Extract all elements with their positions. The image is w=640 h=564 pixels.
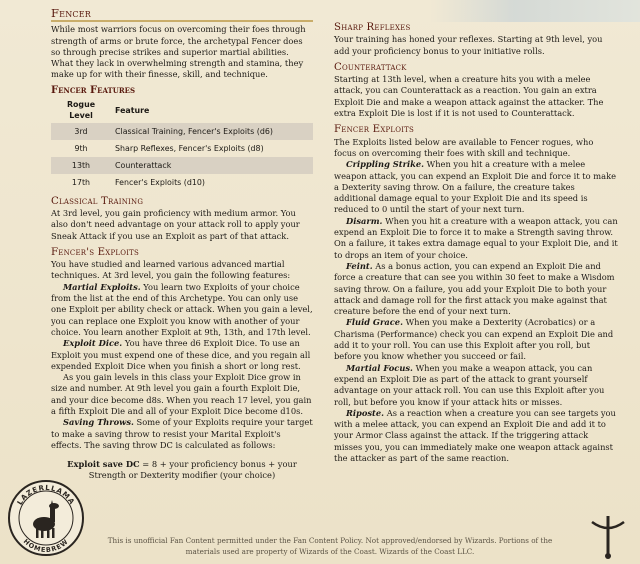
fencers-exploits-heading: Fencer's Exploits [51,246,140,258]
exploit-entry [334,408,618,464]
table-cell-level: 13th [51,157,111,174]
table-cell-feature: Classical Training, Fencer's Exploits (d6) [111,123,313,140]
table-header-level: Rogue Level [66,100,96,121]
feature-name: Exploit Dice. [63,338,123,349]
fencers-exploits-intro: You have studied and learned various advanced martial techniques. At 3rd level, you gain the following features: [51,259,291,281]
exploit-text: When you hit a creature with a melee weapon attack, you can expend an Exploit Die and force it to make a Dexterity saving throw. On a failure, the creature takes additional damage equal to your Exploit Die and its speed is reduced to 0 until the start of your next turn. [334,159,617,215]
exploit-name: Crippling Strike. [346,159,425,170]
table-cell-feature: Counterattack [111,157,313,174]
dice-levels-paragraph: As you gain levels in this class your Exploit Dice grow in size and number. At 9th level you gain a fourth Exploit Die, and your dice become d8s. When you reach 17 level, you gain a fifth Exploit Die and all of your Exploit Dice become d10s. [51,372,312,417]
section-title: Fencer [51,8,313,22]
footer-disclaimer [80,535,580,557]
footer-line-1: This is unofficial Fan Content permitted under the Fan Content Policy. Not approved/endorsed by Wizards. Portions of the [107,536,553,545]
exploit-entry [334,159,618,215]
exploit-text: When you make a Dexterity (Acrobatics) or a Charisma (Performance) check you can expend an Exploit Die and add it to your roll. You can use this Exploit after you roll, but before you know whether you succeed or fail. [334,317,614,362]
exploit-name: Fluid Grace. [346,317,403,328]
table-row [51,140,313,157]
martial-exploits-paragraph [51,282,313,338]
fencer-exploits-list-heading: Fencer Exploits [334,124,415,136]
logo-text-bottom: HOMEBREW [21,537,71,555]
lazerllama-homebrew-logo [6,478,86,558]
feature-name: Martial Exploits. [63,281,141,292]
sharp-reflexes-text: Your training has honed your reflexes. Starting at 9th level, you add your proficiency bonus to your initiative rolls. [334,34,603,56]
exploit-name: Disarm. [346,215,383,226]
table-cell-level: 9th [74,143,88,153]
formula-label: Exploit save DC [67,459,140,470]
table-cell-feature: Sharp Reflexes, Fencer's Exploits (d8) [115,143,264,153]
formula-line-1: = 8 + your proficiency bonus + your [139,459,297,470]
intro-paragraph: While most warriors focus on overcoming their foes through strength of arms or brute force, the archetypal Fencer does so through precise strikes and superior martial abilities. What they lack in overwhelming strength and stamina, they make up for with their finesse, skill, and technique. [51,24,306,80]
exploit-name: Riposte. [346,407,385,418]
footer-line-2: materials used are property of Wizards of the Coast. Wizards of the Coast LLC. [185,547,475,556]
crossed-sword-icon [586,512,630,560]
classical-training-text: At 3rd level, you gain proficiency with medium armor. You also don't need advantage on your attack roll to apply your Sneak Attack if you use an Exploit as part of that attack. [51,207,300,241]
exploit-text: When you hit a creature with a weapon attack, you can expend an Exploit Die to force it to make a Strength saving throw. On a failure, it takes extra damage equal to your Exploit Die, and it to drops an item of your choice. [334,215,618,260]
features-table [51,98,313,191]
table-header-feature: Feature [115,105,150,115]
table-row [51,174,313,191]
exploit-text: When you make a weapon attack, you can expend an Exploit Die as part of the attack to grant yourself advantage on your attack roll. You can use this Exploit after you roll, but before you know if your attack hits or misses. [334,362,605,407]
saving-throws-paragraph [51,417,313,451]
exploit-entry [334,216,618,261]
left-column [51,8,313,481]
feature-text: Some of your Exploits require your target to make a saving throw to resist your Marital Exploit's effects. The saving throw DC is calculated as follows: [51,417,313,450]
logo-text-top: LAZERLLAMA [15,483,77,507]
sharp-reflexes-heading: Sharp Reflexes [334,22,411,33]
counterattack-heading: Counterattack [334,61,407,73]
formula-line-2: Strength or Dexterity modifier (your choice) [88,470,276,481]
exploit-name: Martial Focus. [346,362,413,373]
exploit-text: As a bonus action, you can expend an Exploit Die and force a creature that can see you within 30 feet to make a Wisdom saving throw. On a failure, you add your Exploit Die to both your attack and damage roll for the first attack you make against that creature before the end of your next turn. [334,260,615,317]
features-heading: Fencer Features [51,84,136,96]
table-row [51,123,313,140]
classical-training-heading: Classical Training [51,195,144,207]
exploit-text: As a reaction when a creature you can see targets you with a melee attack, you can expend an Exploit Die and add it to your Armor Class against the attack. If the triggering attack misses you, you can immediately make one weapon attack against the attacker as part of the same reaction. [334,407,616,463]
table-cell-level: 3rd [51,123,111,140]
feature-text: You have three d6 Exploit Dice. To use an Exploit you must expend one of these dice, and you regain all expended Exploit Dice when you finish a short or long rest. [51,338,311,371]
fencer-exploits-list-intro: The Exploits listed below are available to Fencer rogues, who focus on overcoming their foes with skill and technique. [334,136,594,158]
exploit-entry [334,261,618,317]
save-dc-formula [51,459,313,481]
right-column [334,22,618,464]
table-cell-level: 17th [71,177,91,187]
feature-name: Saving Throws. [63,417,134,428]
exploit-entry [334,317,618,362]
table-cell-feature: Fencer's Exploits (d10) [115,177,205,187]
feature-text: You learn two Exploits of your choice from the list at the end of this Archetype. You can only use one Exploit per ability check or attack. When you gain a level, you can replace one Exploit you know with another of your choice. You learn another Exploit at 9th, 13th, and 17th level. [51,281,313,337]
counterattack-text: Starting at 13th level, when a creature hits you with a melee attack, you can Counterattack as a reaction. You gain an extra Exploit Die and make a weapon attack against the attacker. The extra Exploit Die is lost if it is not used to Counterattack. [334,74,604,119]
exploit-entry [334,363,618,408]
table-row [51,157,313,174]
exploit-name: Feint. [346,260,373,271]
exploit-dice-paragraph [51,338,313,372]
